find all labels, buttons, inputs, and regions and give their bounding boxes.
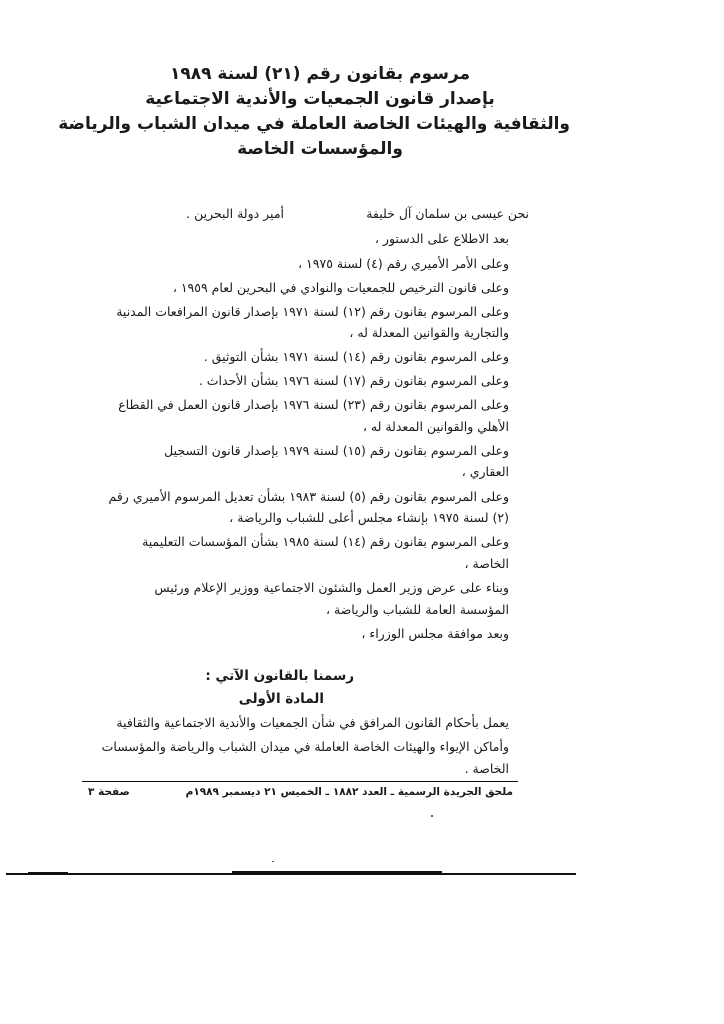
recital-line: والتجارية والقوانين المعدلة له ، (349, 325, 509, 340)
footer-rule (82, 781, 518, 782)
recital-line: وعلى المرسوم بقانون رقم (١٤) لسنة ١٩٧١ بشأن التوثيق . (203, 349, 509, 364)
recital-line: وعلى المرسوم بقانون رقم (١٢) لسنة ١٩٧١ بإصدار قانون المرافعات المدنية (116, 304, 509, 319)
issuer-name: نحن عيسى بن سلمان آل خليفة (366, 206, 529, 221)
gazette-reference: ملحق الجريدة الرسمية ـ العدد ١٨٨٢ ـ الخميس ٢١ ديسمبر ١٩٨٩م (185, 786, 513, 798)
recital-line: وبناء على عرض وزير العمل والشئون الاجتماعية ووزير الإعلام ورئيس (154, 580, 509, 595)
recital-line: وعلى قانون الترخيص للجمعيات والنوادي في البحرين لعام ١٩٥٩ ، (172, 280, 509, 295)
recital-line: وعلى المرسوم بقانون رقم (١٥) لسنة ١٩٧٩ بإصدار قانون التسجيل (164, 443, 509, 458)
recital-line: (٢) لسنة ١٩٧٥ بإنشاء مجلس أعلى للشباب والرياضة ، (229, 510, 509, 525)
recital-line: وعلى المرسوم بقانون رقم (٢٣) لسنة ١٩٧٦ بإصدار قانون العمل في القطاع (118, 397, 509, 412)
recital-line: وعلى المرسوم بقانون رقم (١٧) لسنة ١٩٧٦ بشأن الأحداث . (198, 373, 509, 388)
article-heading: المادة الأولى (238, 691, 324, 707)
title-line-3: والثقافية والهيئات الخاصة العاملة في ميدان الشباب والرياضة (58, 114, 570, 134)
recital-line: العقاري ، (461, 464, 509, 479)
recital-line: الأهلي والقوانين المعدلة له ، (362, 419, 509, 434)
title-line-2: بإصدار قانون الجمعيات والأندية الاجتماعية (145, 89, 495, 109)
recital-line: بعد الاطلاع على الدستور ، (374, 231, 509, 246)
title-line-4: والمؤسسات الخاصة (237, 139, 403, 159)
article-line: وأماكن الإيواء والهيئات الخاصة العاملة في ميدان الشباب والرياضة والمؤسسات (101, 739, 509, 754)
recital-line: وعلى الأمر الأميري رقم (٤) لسنة ١٩٧٥ ، (298, 256, 509, 271)
decree-phrase: رسمنا بالقانون الآتي : (205, 668, 354, 684)
recital-line: الخاصة ، (464, 556, 509, 571)
scan-edge-line (6, 873, 576, 875)
decree-title (58, 62, 570, 162)
scan-edge-segment (28, 872, 68, 874)
scan-speck (431, 815, 433, 817)
recital-line: وعلى المرسوم بقانون رقم (٥) لسنة ١٩٨٣ بشأن تعديل المرسوم الأميري رقم (108, 489, 509, 504)
recital-line: المؤسسة العامة للشباب والرياضة ، (325, 602, 509, 617)
scan-edge-segment (232, 871, 442, 873)
article-line: يعمل بأحكام القانون المرافق في شأن الجمعيات والأندية الاجتماعية والثقافية (116, 715, 509, 730)
issuer-title: أمير دولة البحرين . (186, 206, 284, 221)
article-line: الخاصة . (464, 761, 509, 776)
recital-line: وبعد موافقة مجلس الوزراء ، (361, 626, 509, 641)
page-number: صفحة ٣ (88, 786, 130, 798)
scan-speck (272, 861, 274, 862)
recital-line: وعلى المرسوم بقانون رقم (١٤) لسنة ١٩٨٥ بشأن المؤسسات التعليمية (142, 534, 509, 549)
title-line-1: مرسوم بقانون رقم (٢١) لسنة ١٩٨٩ (169, 64, 471, 84)
